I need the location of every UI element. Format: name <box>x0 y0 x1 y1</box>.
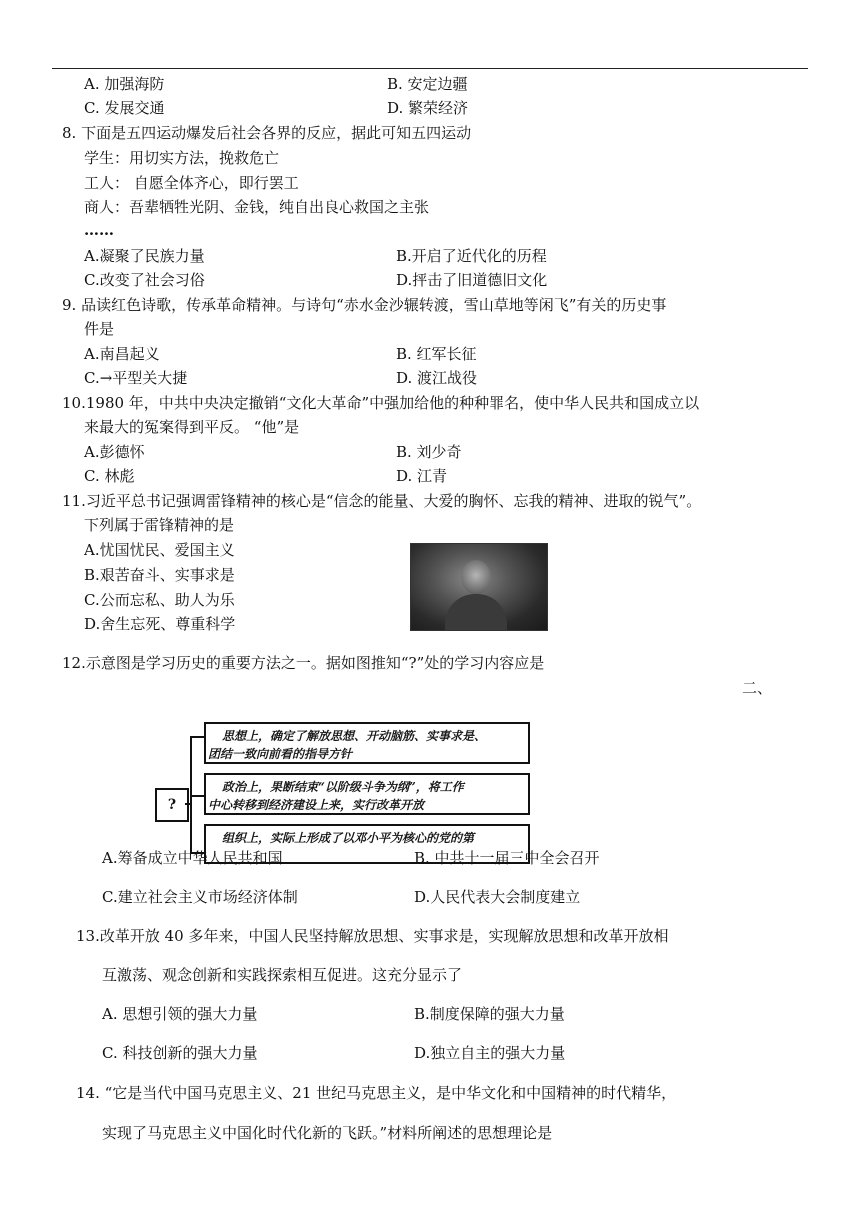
q9-stem-line2: 件是 <box>84 320 115 338</box>
q10-option-b: B. 刘少奇 <box>396 443 462 461</box>
q7-option-c: C. 发展交通 <box>84 99 165 117</box>
diagram-box-ideology <box>204 722 530 764</box>
q9-stem-line1: 9. 品读红色诗歌，传承革命精神。与诗句“赤水金沙辗转渡，雪山草地等闲飞”有关的历史事 <box>62 296 667 314</box>
box-politics-line2: 中心转移到经济建设上来，实行改革开放 <box>208 798 425 812</box>
box-politics-line1: 政治上，果断结束“以阶级斗争为纲”，将工作 <box>222 780 464 794</box>
q10-stem-line2: 来最大的冤案得到平反。 “他”是 <box>84 418 300 436</box>
diagram-question-box: ? <box>155 788 189 822</box>
q8-option-b: B.开启了近代化的历程 <box>396 247 547 265</box>
q14-stem-line1: 14. “它是当代中国马克思主义、21 世纪马克思主义，是中华文化和中国精神的时代精华， <box>76 1084 677 1102</box>
q12-stem: 12.示意图是学习历史的重要方法之一。据如图推知“?”处的学习内容应是 <box>62 654 545 672</box>
q8-line-students: 学生：用切实方法，挽救危亡 <box>84 149 280 167</box>
photo-figure <box>445 594 507 630</box>
q13-option-d: D.独立自主的强大力量 <box>414 1044 566 1062</box>
q13-option-a: A. 思想引领的强大力量 <box>102 1005 258 1023</box>
diagram-box-politics <box>204 773 530 815</box>
q11-option-b: B.艰苦奋斗、实事求是 <box>84 566 235 584</box>
q11-option-c: C.公而忘私、助人为乐 <box>84 591 235 609</box>
q12-option-b: B. 中共十一届三中全会召开 <box>414 849 600 867</box>
header-rule <box>52 68 808 69</box>
q10-stem-line1: 10.1980 年，中共中央决定撤销“文化大革命”中强加给他的种种罪名，使中华人民共和国成立以 <box>62 394 700 412</box>
q10-option-d: D. 江青 <box>396 467 448 485</box>
lei-feng-photo <box>410 543 548 631</box>
q8-ellipsis: …… <box>84 221 114 239</box>
q12-option-c: C.建立社会主义市场经济体制 <box>102 888 298 906</box>
q13-stem-line1: 13.改革开放 40 多年来，中国人民坚持解放思想、实事求是，实现解放思想和改革开放相 <box>76 927 669 945</box>
q14-stem-line2: 实现了马克思主义中国化时代化新的飞跃。”材料所阐述的思想理论是 <box>102 1124 553 1142</box>
q8-option-c: C.改变了社会习俗 <box>84 271 205 289</box>
diagram-branch-1 <box>190 736 204 738</box>
q9-option-c: C.→平型关大捷 <box>84 369 188 387</box>
q11-option-a: A.忧国忧民、爱国主义 <box>84 541 235 559</box>
q11-stem-line1: 11.习近平总书记强调雷锋精神的核心是“信念的能量、大爱的胸怀、忘我的精神、进取的锐气”。 <box>62 492 702 510</box>
photo-face <box>461 560 491 594</box>
q9-option-b: B. 红军长征 <box>396 345 477 363</box>
q12-option-a: A.筹备成立中华人民共和国 <box>102 849 283 867</box>
box-ideology-line1: 思想上，确定了解放思想、开动脑筋、实事求是、 <box>222 729 487 743</box>
q7-option-d: D. 繁荣经济 <box>387 99 469 117</box>
q9-option-a: A.南昌起义 <box>84 345 160 363</box>
q8-line-merchants: 商人：吾辈牺牲光阴、金钱，纯自出良心救国之主张 <box>84 198 430 216</box>
q8-stem: 8. 下面是五四运动爆发后社会各界的反应，据此可知五四运动 <box>62 124 472 142</box>
q8-option-a: A.凝聚了民族力量 <box>84 247 205 265</box>
q13-option-b: B.制度保障的强大力量 <box>414 1005 565 1023</box>
diagram-branch-2 <box>190 795 204 797</box>
box-ideology-line2: 团结一致向前看的指导方针 <box>208 747 353 761</box>
q7-option-a: A. 加强海防 <box>84 75 165 93</box>
q10-option-c: C. 林彪 <box>84 467 135 485</box>
q13-option-c: C. 科技创新的强大力量 <box>102 1044 258 1062</box>
q11-stem-line2: 下列属于雷锋精神的是 <box>84 516 235 534</box>
q13-stem-line2: 互激荡、观念创新和实践探索相互促进。这充分显示了 <box>102 966 463 984</box>
q7-option-b: B. 安定边疆 <box>387 75 468 93</box>
q8-option-d: D.抨击了旧道德旧文化 <box>396 271 548 289</box>
box-organization-line1: 组织上，实际上形成了以邓小平为核心的党的第 <box>222 831 475 845</box>
q8-line-workers: 工人： 自愿全体齐心，即行罢工 <box>84 174 299 192</box>
q12-option-d: D.人民代表大会制度建立 <box>414 888 581 906</box>
q10-option-a: A.彭德怀 <box>84 443 145 461</box>
q9-option-d: D. 渡江战役 <box>396 369 478 387</box>
q11-option-d: D.舍生忘死、尊重科学 <box>84 615 236 633</box>
section-marker: 二、 <box>742 679 773 697</box>
